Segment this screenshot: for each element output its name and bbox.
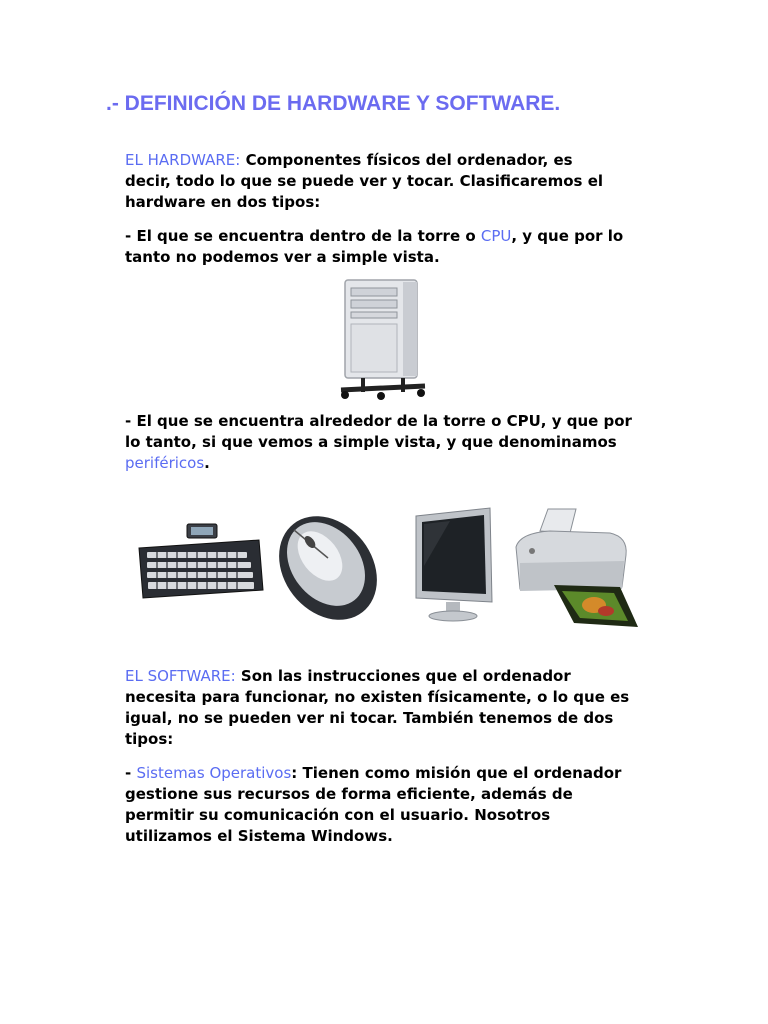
mouse-icon bbox=[272, 508, 384, 626]
hardware-paragraph bbox=[125, 150, 645, 213]
cpu-tower-icon bbox=[333, 278, 433, 400]
inside-text: - El que se encuentra dentro de la torre o bbox=[125, 227, 481, 245]
inside-paragraph bbox=[125, 226, 645, 268]
os-paragraph bbox=[125, 763, 645, 847]
hardware-text-3: hardware en dos tipos: bbox=[125, 193, 321, 211]
cpu-term: CPU bbox=[480, 227, 512, 245]
printer-icon bbox=[510, 503, 640, 631]
inside-text-2: tanto no podemos ver a simple vista. bbox=[125, 248, 440, 266]
hardware-label: EL HARDWARE: bbox=[125, 151, 241, 169]
hardware-text-2: decir, todo lo que se puede ver y tocar. Clasificaremos el bbox=[125, 172, 604, 190]
software-text-2: necesita para funcionar, no existen físicamente, o lo que es bbox=[125, 688, 630, 706]
sistemas-operativos-term: Sistemas Operativos bbox=[136, 764, 292, 782]
outside-paragraph bbox=[125, 411, 645, 474]
outside-text: - El que se encuentra alrededor de la torre o CPU, y que por bbox=[125, 412, 632, 430]
os-text-3: permitir su comunicación con el usuario. Nosotros bbox=[125, 806, 551, 824]
outside-end: . bbox=[204, 454, 210, 472]
os-dash: - bbox=[125, 764, 137, 782]
keyboard-icon bbox=[135, 518, 265, 600]
os-text-4: utilizamos el Sistema Windows. bbox=[125, 827, 393, 845]
software-text-3: igual, no se pueden ver ni tocar. También tenemos de dos bbox=[125, 709, 614, 727]
software-text-4: tipos: bbox=[125, 730, 174, 748]
outside-text-2: lo tanto, si que vemos a simple vista, y que denominamos bbox=[125, 433, 617, 451]
inside-text-post: , y que por lo bbox=[511, 227, 624, 245]
monitor-icon bbox=[410, 506, 496, 624]
software-label: EL SOFTWARE: bbox=[125, 667, 236, 685]
hardware-text: Componentes físicos del ordenador, es bbox=[240, 151, 573, 169]
os-text: : Tienen como misión que el ordenador bbox=[291, 764, 622, 782]
perifericos-term: periféricos bbox=[125, 454, 205, 472]
software-text: Son las instrucciones que el ordenador bbox=[235, 667, 571, 685]
os-text-2: gestione sus recursos de forma eficiente, además de bbox=[125, 785, 573, 803]
page-title: .- DEFINICIÓN DE HARDWARE Y SOFTWARE. bbox=[106, 92, 561, 115]
software-paragraph bbox=[125, 666, 645, 750]
